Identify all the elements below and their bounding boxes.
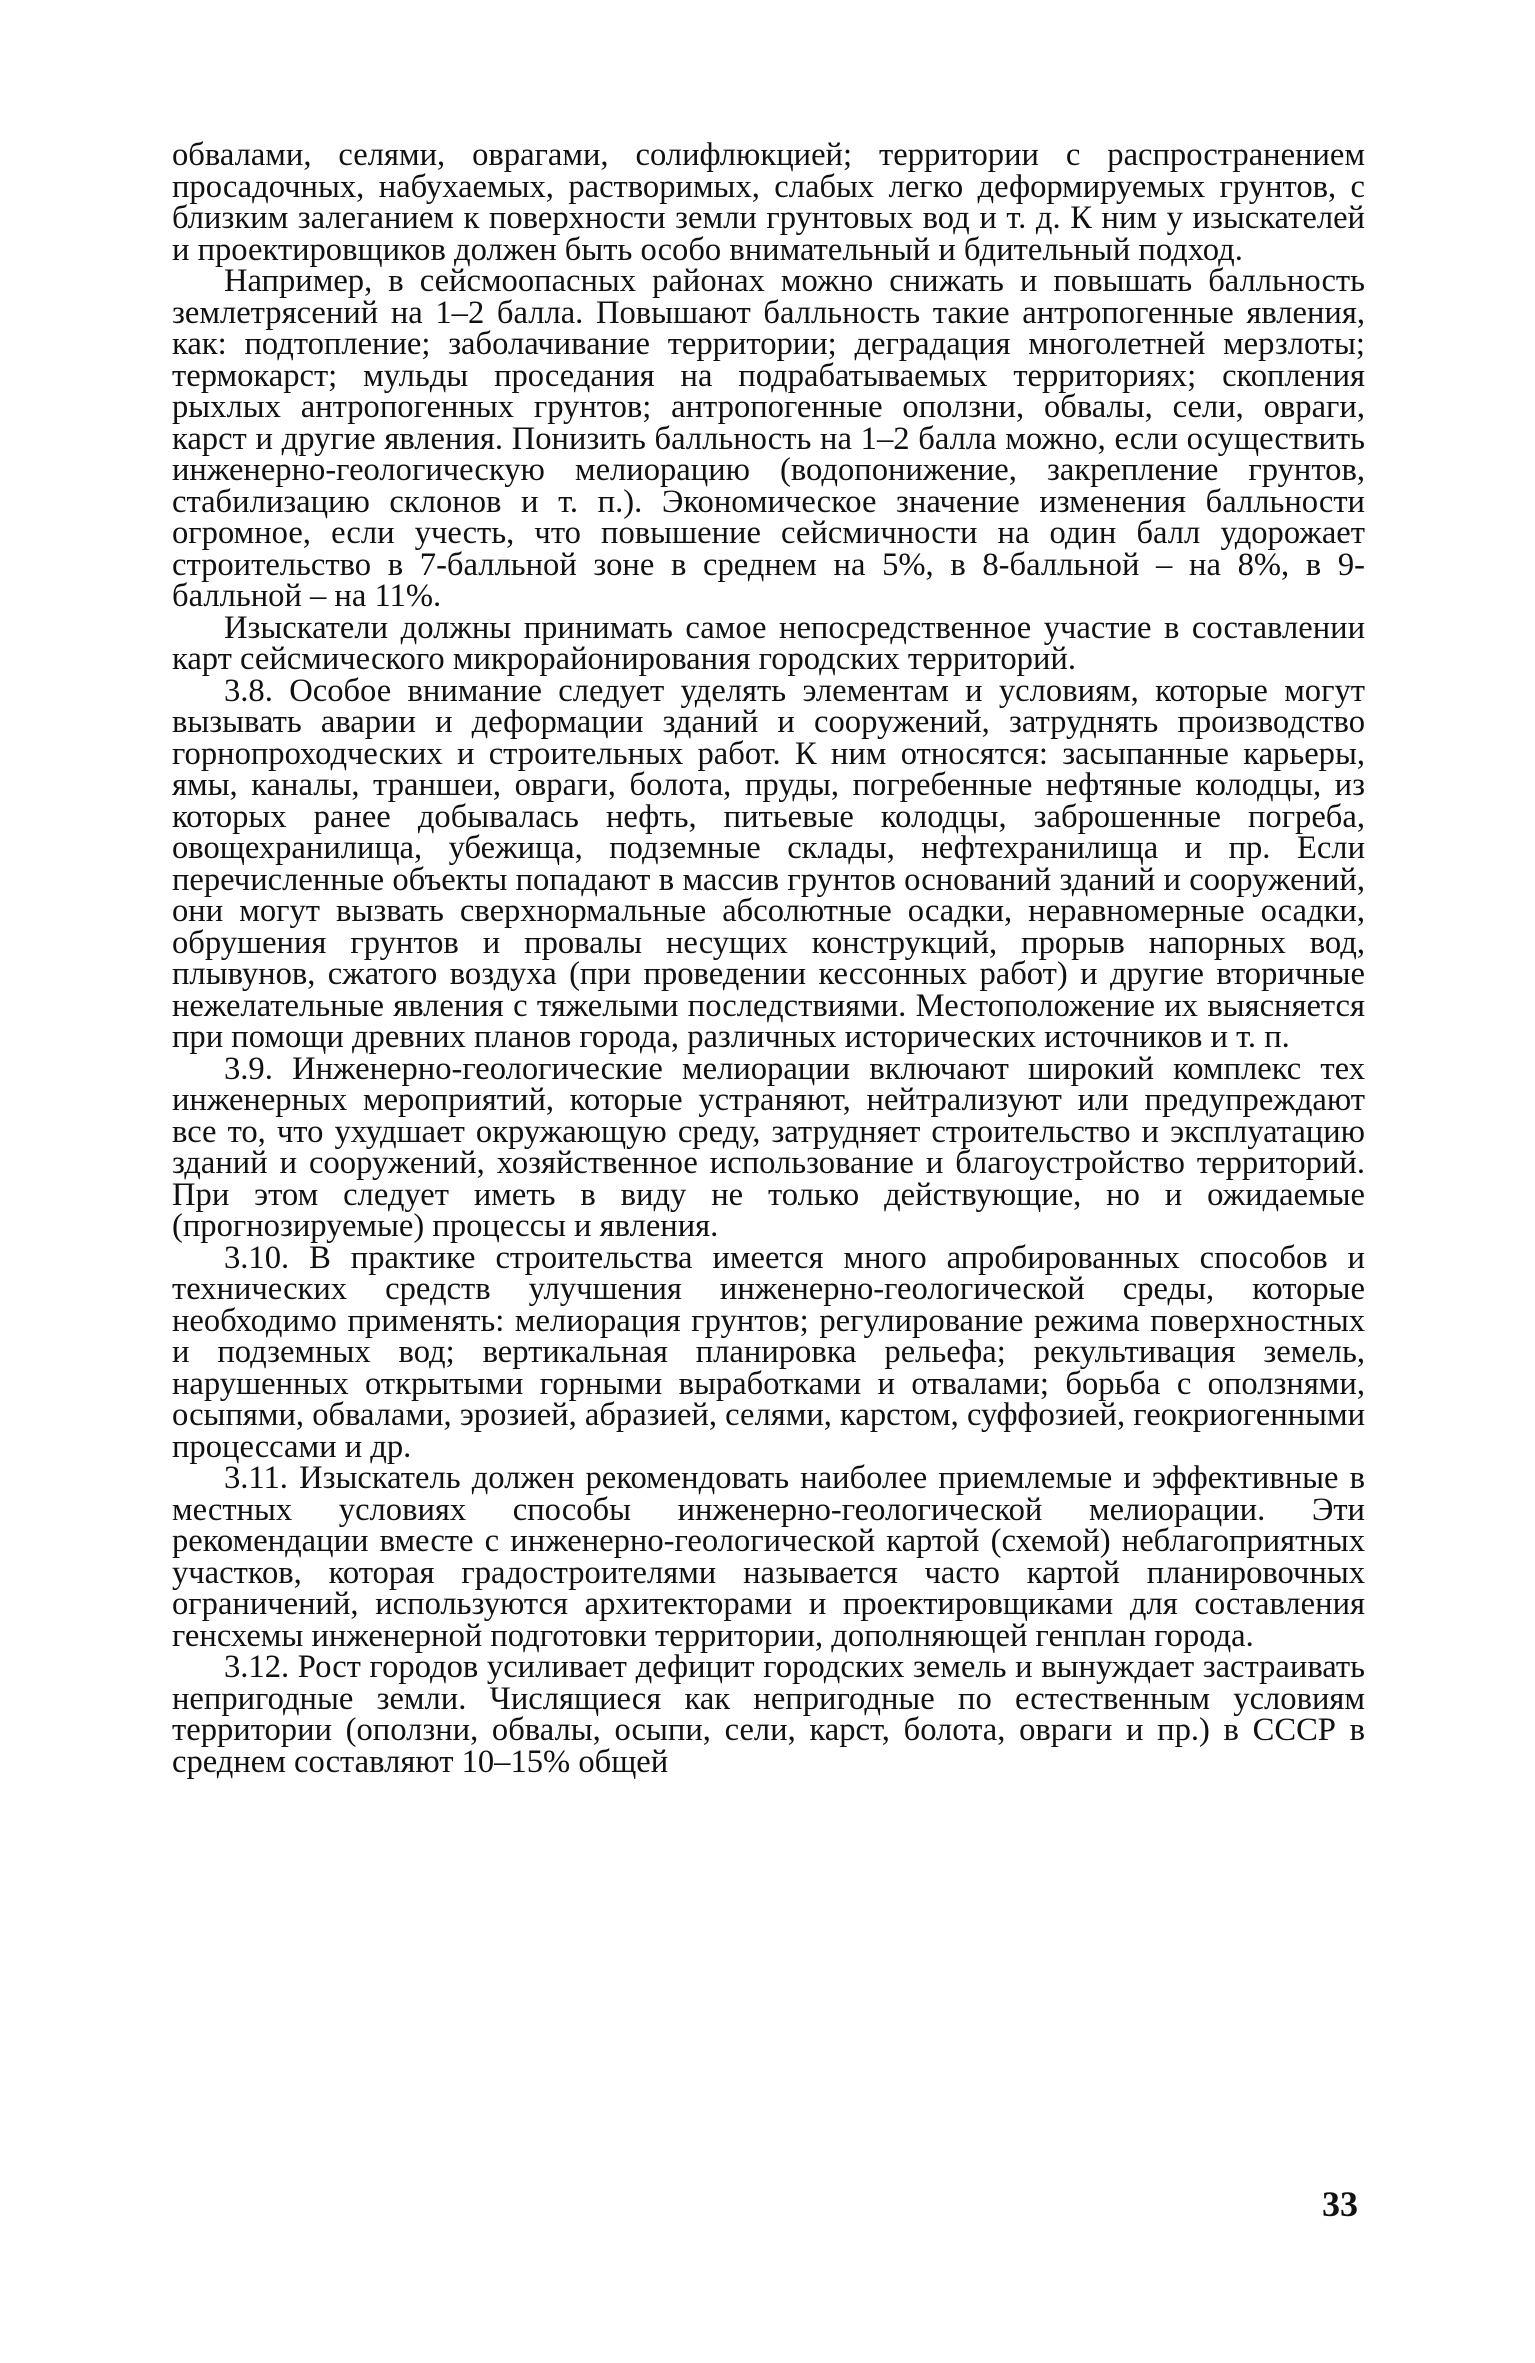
paragraph-3-9: 3.9. Инженерно-геологические мелиорации включают широкий комплекс тех инженерных мероприятий, которые устраняют, нейтрализуют или предупреждают все то, что ухудшает окружающую среду, затрудняет строительство и эксплуатацию зданий и сооружений, хозяйственное использование и благоустройство территорий. При этом следует иметь в виду не только действующие, но и ожидаемые (прогнозируемые) процессы и явления.: [172, 1050, 1365, 1244]
paragraph-3-11: 3.11. Изыскатель должен рекомендовать наиболее приемлемые и эффективные в местных условиях способы инженерно-геологической мелиорации. Эти рекомендации вместе с инженерно-геологической картой (схемой) неблагоприятных участков, которая градостроителями называется часто картой планировочных ограничений, используются архитекторами и проектировщиками для составления генсхемы инженерной подготовки территории, дополняющей генплан города.: [172, 1460, 1365, 1654]
paragraph-3-12: 3.12. Рост городов усиливает дефицит городских земель и вынуждает застраивать непригодные земли. Числящиеся как непригодные по естественным условиям территории (оползни, обвалы, осыпи, сели, карст, болота, овраги и пр.) в СССР в среднем составляют 10–15% общей: [172, 1649, 1365, 1780]
paragraph-seismic: Например, в сейсмоопасных районах можно снижать и повышать балльность землетрясений на 1–2 балла. Повышают балльность такие антропогенные явления, как: подтопление; заболачивание территории; деградация многолетней мерзлоты; термокарст; мульды проседания на подрабатываемых территориях; скопления рыхлых антропогенных грунтов; антропогенные оползни, обвалы, сели, овраги, карст и другие явления. Понизить балльность на 1–2 балла можно, если осуществить инженерно-геологическую мелиорацию (водопонижение, закрепление грунтов, стабилизацию склонов и т. п.). Экономическое значение изменения балльности огромное, если учесть, что повышение сейсмичности на один балл удорожает строительство в 7-балльной зоне в среднем на 5%, в 8-балльной – на 8%, в 9-балльной – на 11%.: [172, 263, 1365, 614]
paragraph-3-10: 3.10. В практике строительства имеется много апробированных способов и технических средств улучшения инженерно-геологической среды, которые необходимо применять: мелиорация грунтов; регулирование режима поверхностных и подземных вод; вертикальная планировка рельефа; рекультивация земель, нарушенных открытыми горными выработками и отвалами; борьба с оползнями, осыпями, обвалами, эрозией, абразией, селями, карстом, суффозией, геокриогенными процессами и др.: [172, 1239, 1365, 1465]
paragraph-3-8: 3.8. Особое внимание следует уделять элементам и условиям, которые могут вызывать аварии и деформации зданий и сооружений, затруднять производство горнопроходческих и строительных работ. К ним относятся: засыпанные карьеры, ямы, каналы, траншеи, овраги, болота, пруды, погребенные нефтяные колодцы, из которых ранее добывалась нефть, питьевые колодцы, заброшенные погреба, овощехранилища, убежища, подземные склады, нефтехранилища и пр. Если перечисленные объекты попадают в массив грунтов оснований зданий и сооружений, они могут вызвать сверхнормальные абсолютные осадки, неравномерные осадки, обрушения грунтов и провалы несущих конструкций, прорыв напорных вод, плывунов, сжатого воздуха (при проведении кессонных работ) и другие вторичные нежелательные явления с тяжелыми последствиями. Местоположение их выясняется при помощи древних планов города, различных исторических источников и т. п.: [172, 672, 1365, 1055]
page-number: 33: [1322, 2184, 1358, 2224]
paragraph-surveyors: Изыскатели должны принимать самое непосредственное участие в составлении карт сейсмического микрорайонирования городских территорий.: [172, 609, 1365, 677]
paragraph-continuation: обвалами, селями, оврагами, солифлюкцией; территории с распространением просадочных, набухаемых, растворимых, слабых легко деформируемых грунтов, с близким залеганием к поверхности земли грунтовых вод и т. д. К ним у изыскателей и проектировщиков должен быть особо внимательный и бдительный подход.: [172, 137, 1365, 268]
